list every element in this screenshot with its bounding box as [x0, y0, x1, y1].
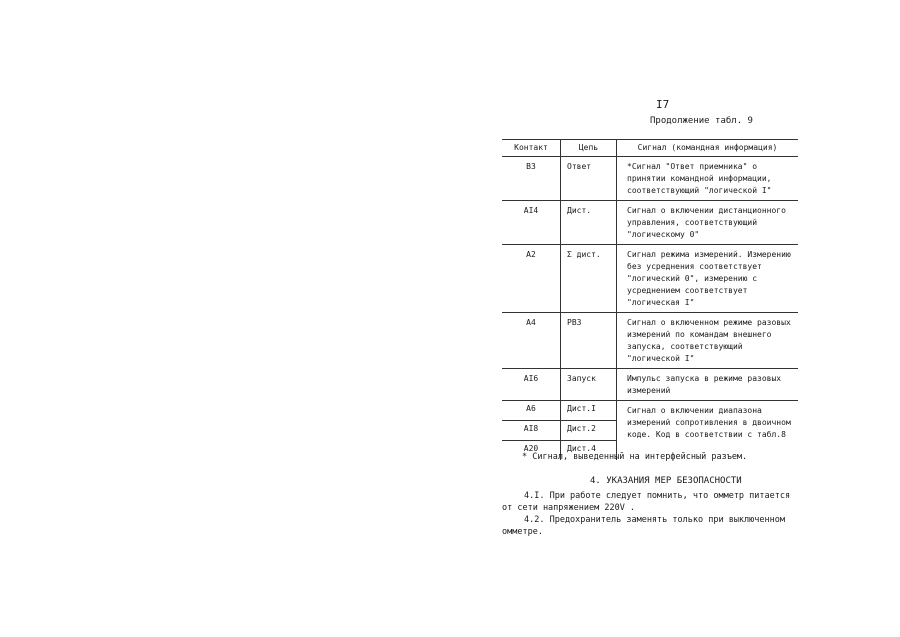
- section-heading: 4. УКАЗАНИЯ МЕР БЕЗОПАСНОСТИ: [590, 476, 742, 486]
- cell-contact: A2: [502, 245, 561, 313]
- cell-signal: Импульс запуска в режиме разовых измерений: [617, 369, 799, 401]
- cell-signal: Сигнал о включении диапазона измерений сопротивления в двоичном коде. Код в соответствии с табл.8: [627, 406, 791, 439]
- table-row: [502, 157, 798, 201]
- cell-circuit: Запуск: [561, 369, 617, 401]
- cell-circuit: Ответ: [561, 157, 617, 201]
- paragraph-4-1: 4.I. При работе следует помнить, что омметр питается от сети напряжением 220V .: [502, 491, 791, 513]
- cell-contact: AI8: [502, 421, 561, 441]
- header-signal: Сигнал (командная информация): [617, 140, 799, 157]
- table-header-row: [502, 140, 798, 157]
- table-row: [502, 313, 798, 369]
- cell-circuit: Дист.2: [561, 421, 617, 441]
- cell-circuit: Дист.: [561, 201, 617, 245]
- cell-signal: Сигнал о включении дистанционного управления, соответствующий "логическому 0": [617, 201, 799, 245]
- cell-circuit: Σ дист.: [561, 245, 617, 313]
- footnote: * Сигнал, выведенный на интерфейсный разъем.: [522, 452, 748, 462]
- paragraph-4-2: 4.2. Предохранитель заменять только при выключенном омметре.: [502, 515, 785, 537]
- table-continuation-label: Продолжение табл. 9: [650, 116, 753, 126]
- table-row: [502, 401, 798, 421]
- cell-contact: A4: [502, 313, 561, 369]
- page-number: I7: [656, 98, 670, 111]
- cell-signal: Сигнал о включенном режиме разовых измерений по командам внешнего запуска, соответствующий "логической I": [617, 313, 799, 369]
- cell-signal: *Сигнал "Ответ приемника" о принятии командной информации, соответствующий "логической I": [617, 157, 799, 201]
- cell-contact: B3: [502, 157, 561, 201]
- cell-circuit: Дист.I: [561, 401, 617, 421]
- table-row: [502, 369, 798, 401]
- cell-contact: AI4: [502, 201, 561, 245]
- table-row: [502, 201, 798, 245]
- cell-circuit: Дист.4: [561, 441, 617, 461]
- cell-contact: A20: [502, 441, 561, 461]
- cell-contact: A6: [502, 401, 561, 421]
- header-circuit: Цепь: [561, 140, 617, 157]
- cell-signal: Сигнал режима измерений. Измерению без усреднения соответствует "логический 0", измерению с усреднением соответствует "логическая I": [617, 245, 799, 313]
- cell-contact: AI6: [502, 369, 561, 401]
- cell-circuit: РВЗ: [561, 313, 617, 369]
- signal-table: [502, 139, 798, 460]
- header-contact: Контакт: [502, 140, 561, 157]
- table-row: [502, 245, 798, 313]
